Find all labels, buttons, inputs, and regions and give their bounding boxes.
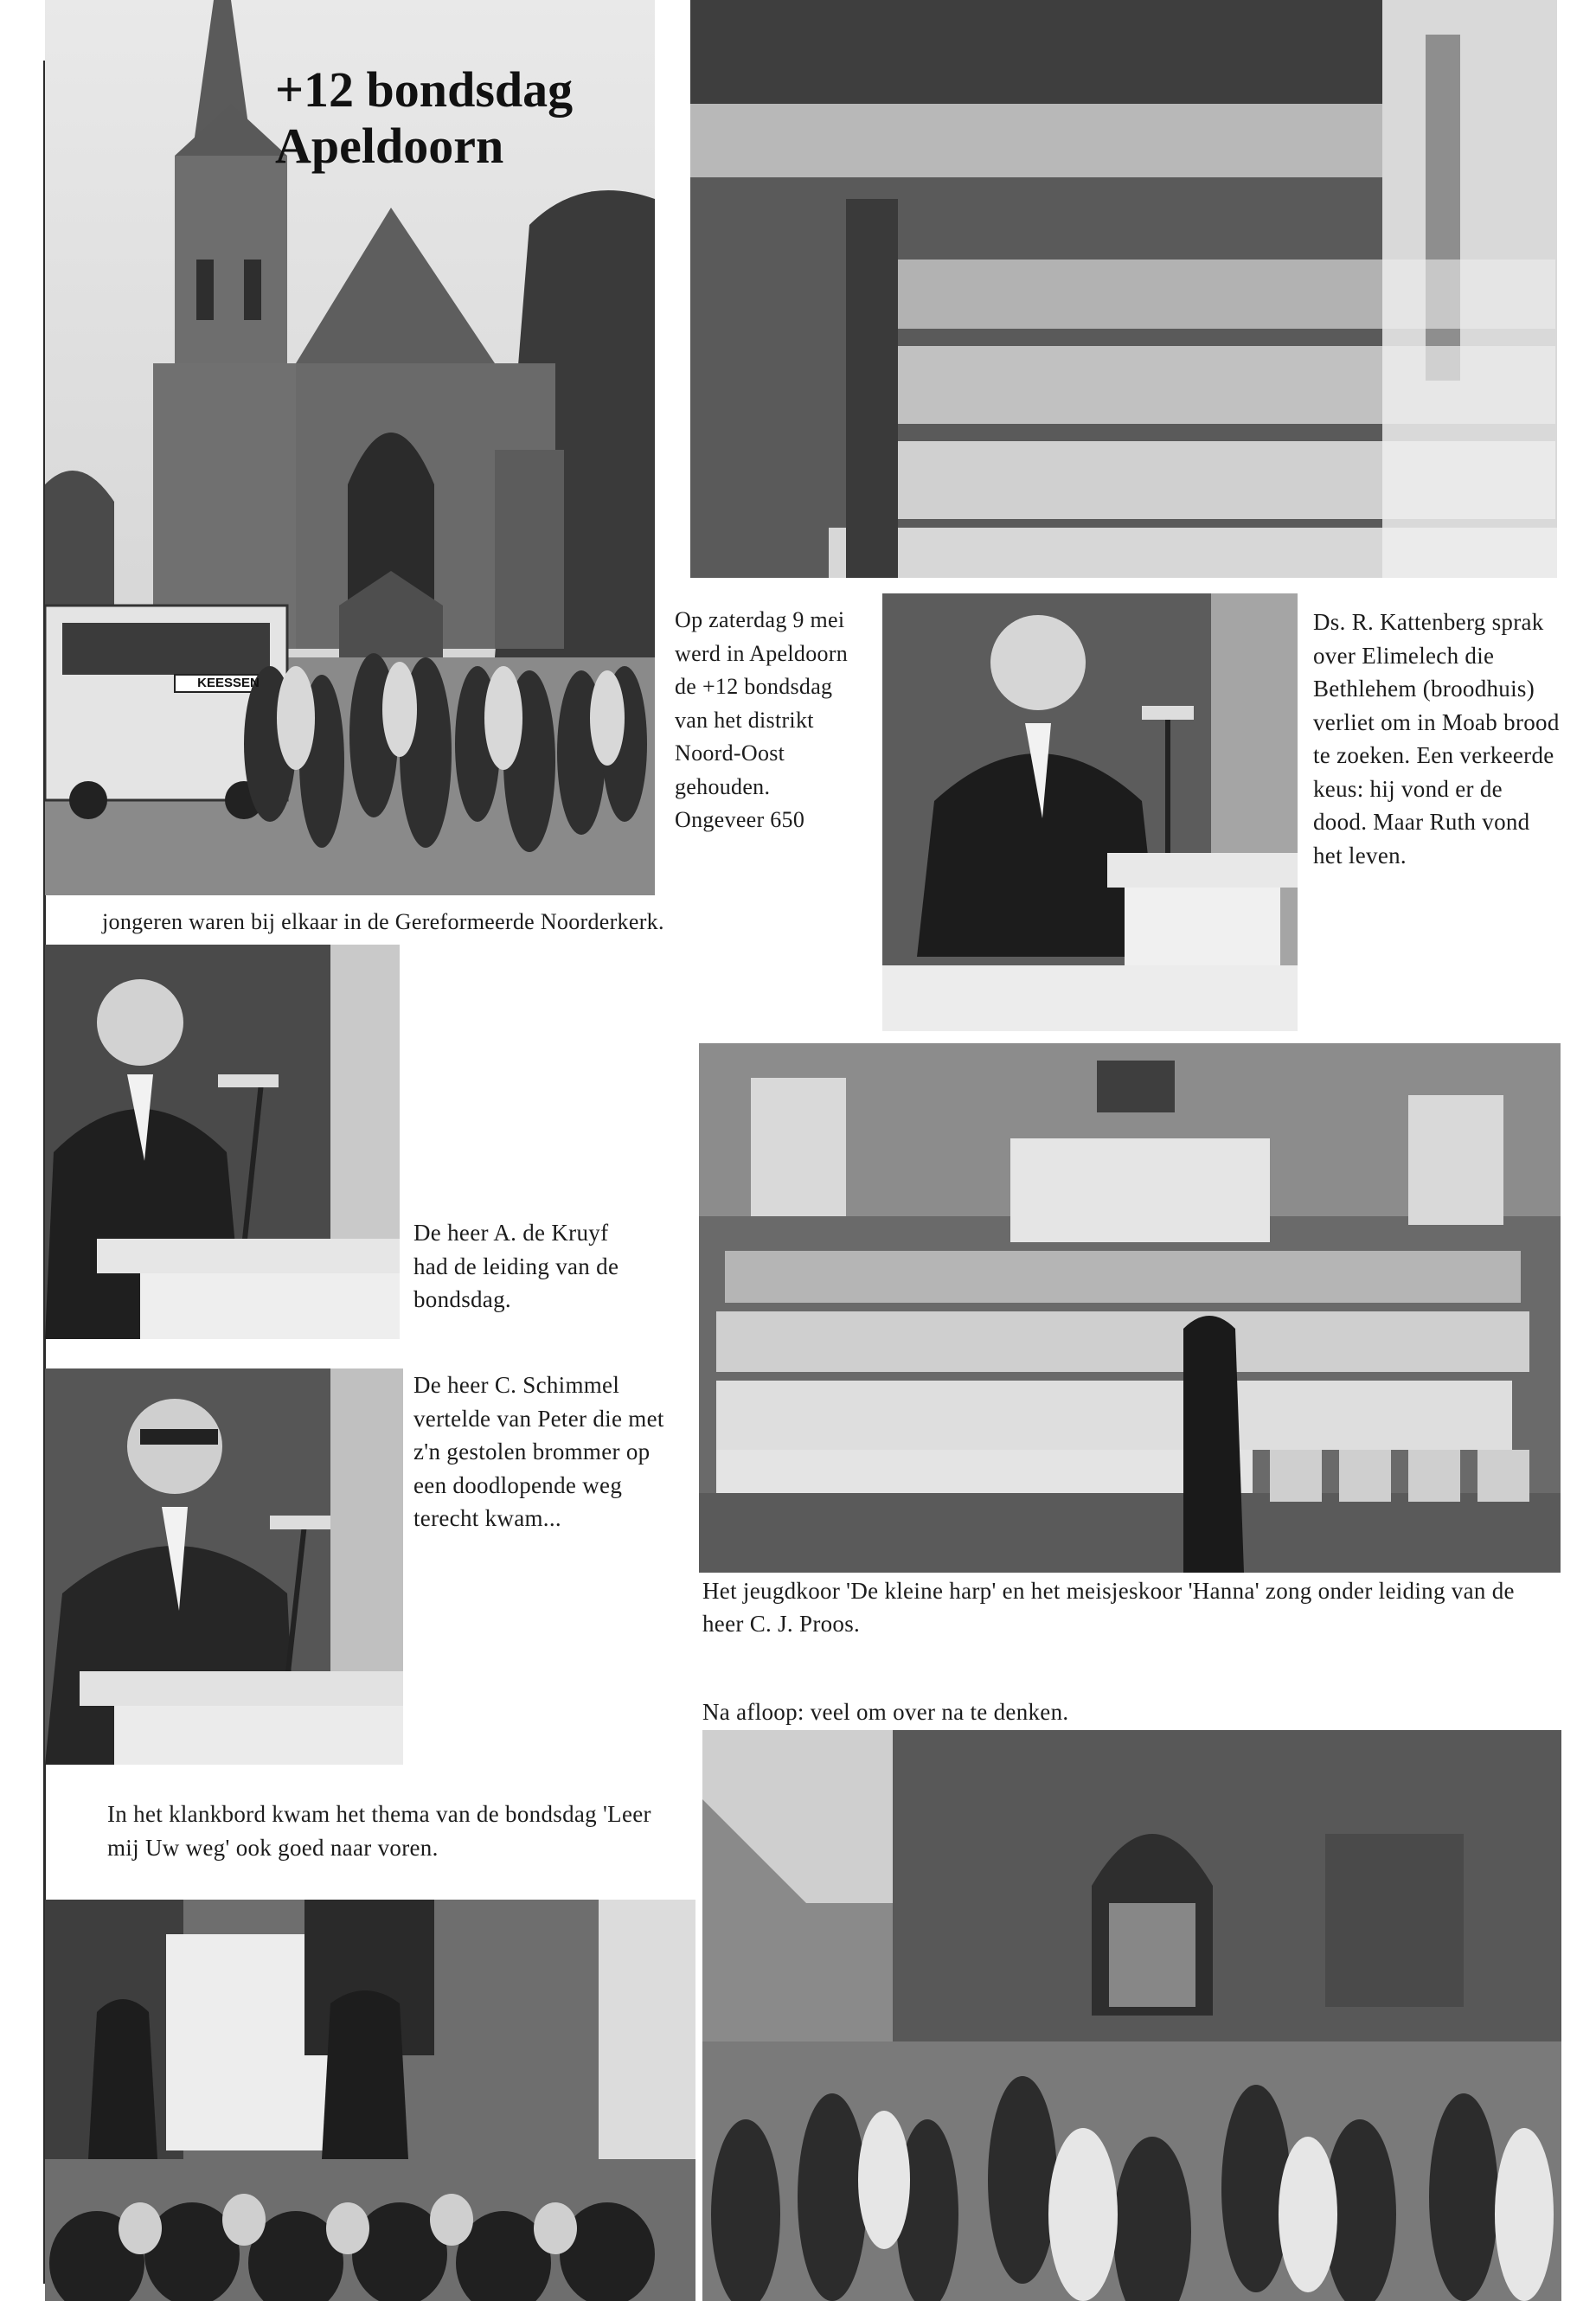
caption-schimmel: De heer C. Schimmel vertelde van Peter die met z'n gestolen brommer op een doodlopende weg terecht kwam...	[413, 1372, 664, 1531]
photo-klankbord	[45, 1900, 695, 2301]
title-line-2: Apeldoorn	[275, 117, 504, 174]
photo-crowd-outside	[702, 1730, 1561, 2301]
bus-name-sign: KEESSEN	[197, 676, 260, 690]
caption-afterward: Na afloop: veel om over na te denken.	[702, 1699, 1069, 1725]
caption-kattenberg: Ds. R. Kattenberg sprak over Elimelech die Bethlehem (broodhuis) verliet om in Moab brood te zoeken. Een verkeerde keus: hij vond er de dood. Maar Ruth vond het leven.	[1313, 609, 1560, 868]
photo-de-kruyf-speaking	[45, 945, 400, 1339]
caption-intro-narrow: Op zaterdag 9 mei werd in Apeldoorn de +12 bondsdag van het distrikt Noord-Oost gehouden. Ongeveer 650	[675, 607, 849, 832]
caption-choir: Het jeugdkoor 'De kleine harp' en het meisjeskoor 'Hanna' zong onder leiding van de heer C. J. Proos.	[702, 1578, 1515, 1637]
photo-hall-audience	[690, 0, 1557, 578]
title-line-1: +12 bondsdag	[275, 61, 574, 118]
caption-de-kruyf: De heer A. de Kruyf had de leiding van de bondsdag.	[413, 1220, 619, 1312]
photo-kattenberg-speaking	[882, 593, 1298, 1031]
photo-choir	[699, 1043, 1561, 1573]
article-title	[275, 62, 573, 175]
caption-intro-wide: jongeren waren bij elkaar in de Gereformeerde Noorderkerk.	[102, 909, 664, 934]
photo-schimmel-speaking	[45, 1368, 403, 1765]
caption-klankbord: In het klankbord kwam het thema van de bondsdag 'Leer mij Uw weg' ook goed naar voren.	[107, 1801, 651, 1861]
